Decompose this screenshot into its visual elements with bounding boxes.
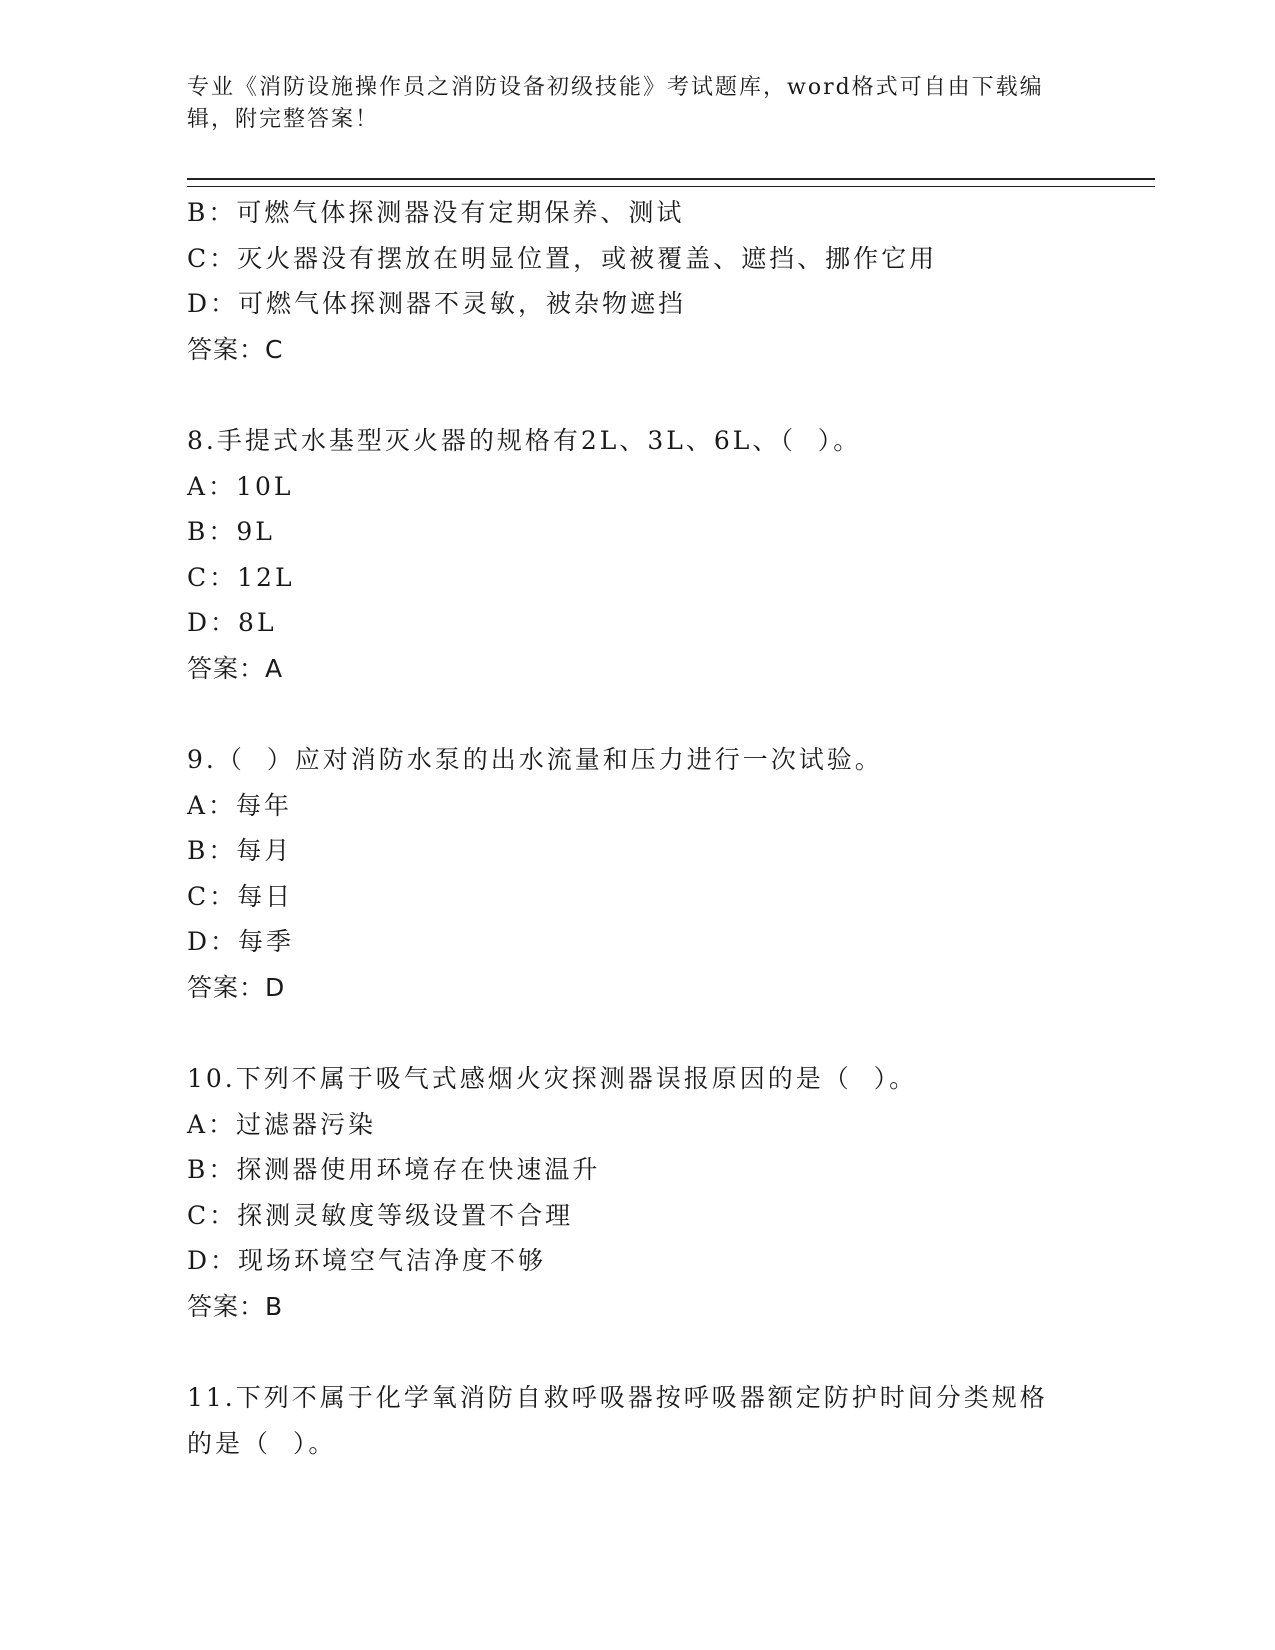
question-text-line-2: 的是（ ）。: [187, 1428, 337, 1458]
question-block-10: [187, 1056, 1087, 1329]
option-d: D：现场环境空气洁净度不够: [187, 1246, 547, 1275]
option-d: D：8L: [187, 608, 277, 637]
question-text: 10.下列不属于吸气式感烟火灾探测器误报原因的是（ ）。: [187, 1064, 918, 1093]
option-a: A：每年: [187, 790, 293, 820]
question-text-line-1: 11.下列不属于化学氧消防自救呼吸器按呼吸器额定防护时间分类规格: [187, 1383, 1048, 1412]
question-block-9: [187, 737, 1087, 1010]
question-block-7: [187, 190, 1087, 372]
question-block-8: [187, 418, 1087, 691]
option-c: C：探测灵敏度等级设置不合理: [187, 1200, 574, 1230]
spacer: [187, 1329, 1087, 1375]
option-c: C：灭火器没有摆放在明显位置，或被覆盖、遮挡、挪作它用: [187, 243, 938, 273]
document-header: [187, 72, 1067, 136]
option-b: B：每月: [187, 836, 293, 865]
option-b: B：9L: [187, 517, 275, 546]
option-c: C：12L: [187, 562, 295, 592]
header-line-1: 专业《消防设施操作员之消防设备初级技能》考试题库，word格式可自由下载编: [187, 75, 1044, 100]
option-d: D：每季: [187, 927, 295, 956]
option-a: A：10L: [187, 471, 294, 501]
option-b: B：探测器使用环境存在快速温升: [187, 1155, 601, 1184]
header-line-2: 辑，附完整答案！: [187, 107, 380, 132]
spacer: [187, 691, 1087, 737]
option-d: D：可燃气体探测器不灵敏，被杂物遮挡: [187, 289, 687, 318]
question-list: [187, 190, 1087, 1466]
spacer: [187, 1010, 1087, 1056]
spacer: [187, 372, 1087, 418]
question-text: 9.（ ）应对消防水泵的出水流量和压力进行一次试验。: [187, 745, 883, 774]
question-block-11: [187, 1375, 1087, 1466]
answer: 答案：D: [187, 972, 286, 1002]
option-a: A：过滤器污染: [187, 1109, 377, 1139]
option-c: C：每日: [187, 881, 294, 911]
option-b: B：可燃气体探测器没有定期保养、测试: [187, 198, 685, 227]
answer: 答案：A: [187, 653, 284, 683]
answer: 答案：B: [187, 1291, 284, 1321]
question-text: 8.手提式水基型灭火器的规格有2L、3L、6L、（ ）。: [187, 426, 862, 455]
answer: 答案：C: [187, 334, 284, 364]
header-divider: [187, 178, 1155, 187]
